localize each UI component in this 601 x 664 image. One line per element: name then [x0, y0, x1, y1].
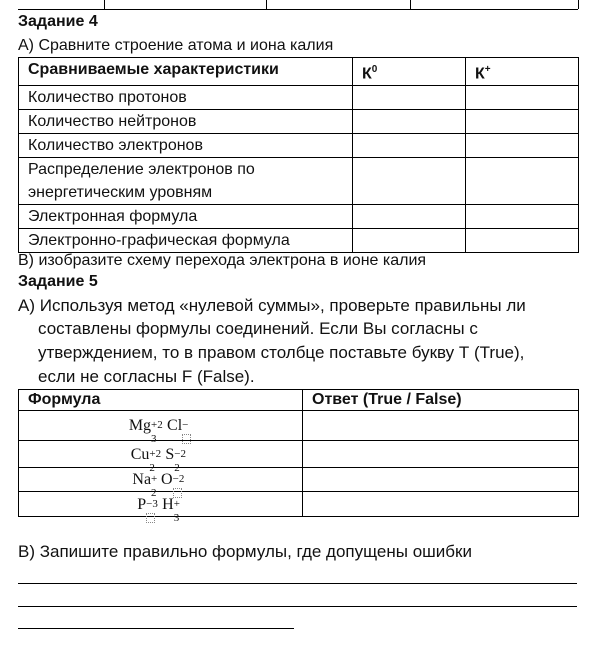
answer-cell[interactable] — [466, 205, 579, 229]
answer-cell[interactable] — [466, 229, 579, 253]
table-row — [19, 158, 579, 205]
formula-ph: P −3 H + 3 — [19, 492, 303, 517]
task5-part-a-line-2: составлены формулы соединений. Если Вы согласны с — [38, 319, 478, 338]
table-row — [19, 134, 579, 158]
table-row — [19, 411, 579, 441]
formula-table — [18, 389, 579, 524]
task5-part-a-line-3: утверждением, то в правом столбце поставьте букву Т (True), — [38, 343, 525, 362]
table-row — [19, 468, 579, 492]
answer-line[interactable] — [18, 583, 577, 584]
answer-cell[interactable] — [466, 86, 579, 110]
task4-title: Задание 4 — [18, 13, 98, 30]
answer-cell[interactable] — [303, 468, 579, 492]
row-label-neutrons: Количество нейтронов — [19, 110, 353, 134]
answer-cell[interactable] — [353, 134, 466, 158]
table-header-row — [19, 58, 579, 86]
formula-mgcl: Mg +2 3 Cl − — [19, 411, 303, 441]
answer-line[interactable] — [18, 628, 294, 629]
comparison-table — [18, 57, 579, 253]
answer-cell[interactable] — [353, 229, 466, 253]
task4-part-b: В) изобразите схему перехода электрона в ионе калия — [18, 252, 427, 269]
answer-cell[interactable] — [353, 158, 466, 205]
row-label-graphic-formula: Электронно-графическая формула — [19, 229, 353, 253]
table-row — [19, 492, 579, 517]
header-k-plus: К+ — [466, 58, 579, 86]
formula-nao: Na + 2 O −2 — [19, 468, 303, 492]
table-row — [19, 441, 579, 468]
task5-part-b: В) Запишите правильно формулы, где допущены ошибки — [18, 542, 472, 561]
formula-cus: Cu +2 2 S −2 2 — [19, 441, 303, 468]
answer-cell[interactable] — [353, 205, 466, 229]
row-label-distribution: Распределение электронов по энергетическим уровням — [19, 158, 353, 205]
row-label-protons: Количество протонов — [19, 86, 353, 110]
header-characteristics: Сравниваемые характеристики — [19, 58, 353, 86]
header-answer: Ответ (True / False) — [303, 390, 579, 411]
answer-cell[interactable] — [303, 441, 579, 468]
answer-cell[interactable] — [303, 492, 579, 517]
answer-line[interactable] — [18, 606, 577, 607]
table-row — [19, 229, 579, 253]
previous-table-edge — [18, 0, 578, 10]
row-label-electrons: Количество электронов — [19, 134, 353, 158]
answer-cell[interactable] — [353, 110, 466, 134]
table-header-row — [19, 390, 579, 411]
answer-cell[interactable] — [466, 134, 579, 158]
header-formula: Формула — [19, 390, 303, 411]
table-row — [19, 86, 579, 110]
header-k0: $К^0$ — [353, 58, 466, 86]
task5-part-a-line-4: если не согласны F (False). — [38, 367, 255, 386]
answer-cell[interactable] — [353, 86, 466, 110]
answer-cell[interactable] — [466, 158, 579, 205]
answer-cell[interactable] — [466, 110, 579, 134]
table-row — [19, 205, 579, 229]
task4-part-a: А) Сравните строение атома и иона калия — [18, 37, 334, 54]
row-label-electron-formula: Электронная формула — [19, 205, 353, 229]
answer-cell[interactable] — [303, 411, 579, 441]
task5-part-a-line-1: А) Используя метод «нулевой суммы», проверьте правильны ли — [18, 296, 526, 315]
task5-title: Задание 5 — [18, 273, 98, 290]
table-row — [19, 110, 579, 134]
